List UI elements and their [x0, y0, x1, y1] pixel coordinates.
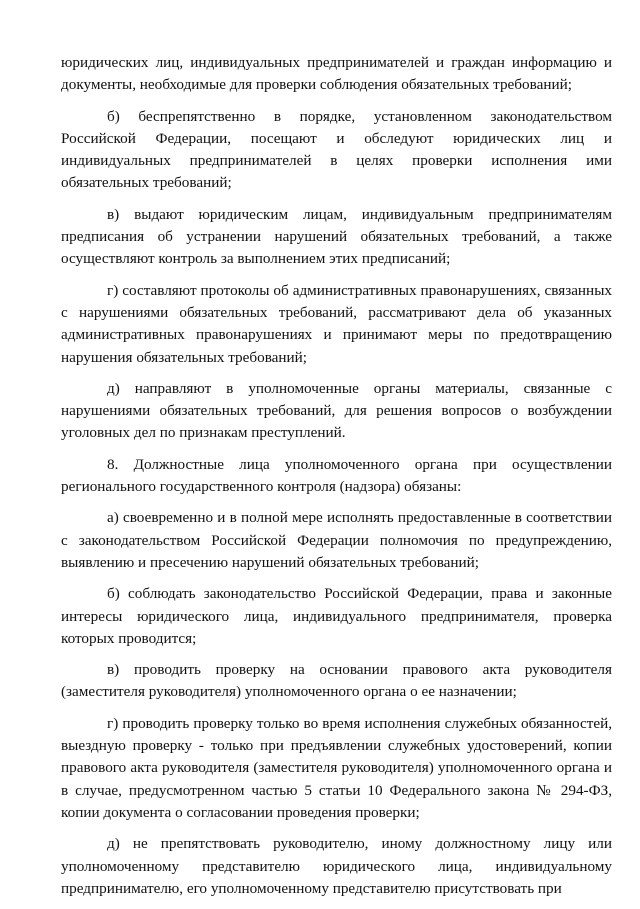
paragraph-clause-8-item-v: в) проводить проверку на основании правового акта руководителя (заместителя руководителя) уполномоченного органа о ее назначении;	[61, 661, 612, 701]
paragraph-clause-8-item-b: б) соблюдать законодательство Российской Федерации, права и законные интересы юридического лица, индивидуального предпринимателя, проверка которых проводится;	[61, 585, 612, 647]
paragraph-item-g: г) составляют протоколы об административных правонарушениях, связанных с нарушениями обязательных требований, рассматривают дела об указанных административных правонарушениях и принимают меры по предотвращению нарушения обязательных требований;	[61, 281, 612, 366]
paragraph-item-v: в) выдают юридическим лицам, индивидуальным предпринимателям предписания об устранении нарушений обязательных требований, а также осуществляют контроль за выполнением этих предписаний;	[61, 205, 612, 268]
paragraph-clause-8: 8. Должностные лица уполномоченного органа при осуществлении регионального государственного контроля (надзора) обязаны:	[61, 455, 612, 496]
paragraph-clause-8-item-a: а) своевременно и в полной мере исполнять предоставленные в соответствии с законодательством Российской Федерации полномочия по предупреждению, выявлению и пресечению нарушений обязательных требований;	[61, 509, 612, 571]
paragraph-continuation: юридических лиц, индивидуальных предпринимателей и граждан информацию и документы, необходимые для проверки соблюдения обязательных требований;	[61, 54, 612, 94]
paragraph-item-d: д) направляют в уполномоченные органы материалы, связанные с нарушениями обязательных требований, для решения вопросов о возбуждении уголовных дел по признакам преступлений.	[61, 379, 612, 442]
paragraph-clause-8-item-d: д) не препятствовать руководителю, иному должностному лицу или уполномоченному представителю юридического лица, индивидуальному предпринимателю, его уполномоченному представителю присутствовать при	[61, 835, 612, 897]
paragraph-clause-8-item-g: г) проводить проверку только во время исполнения служебных обязанностей, выездную проверку - только при предъявлении служебных удостоверений, копии правового акта руководителя (заместителя руководителя) уполномоченного органа и в случае, предусмотренном частью 5 статьи 10 Федерального закона № 294-ФЗ, копии документа о согласовании проведения проверки;	[61, 714, 612, 821]
paragraph-item-b: б) беспрепятственно в порядке, установленном законодательством Российской Федерации, посещают и обследуют юридических лиц и индивидуальных предпринимателей в целях проверки исполнения ими обязательных требований;	[61, 107, 612, 192]
document-page	[61, 52, 612, 909]
